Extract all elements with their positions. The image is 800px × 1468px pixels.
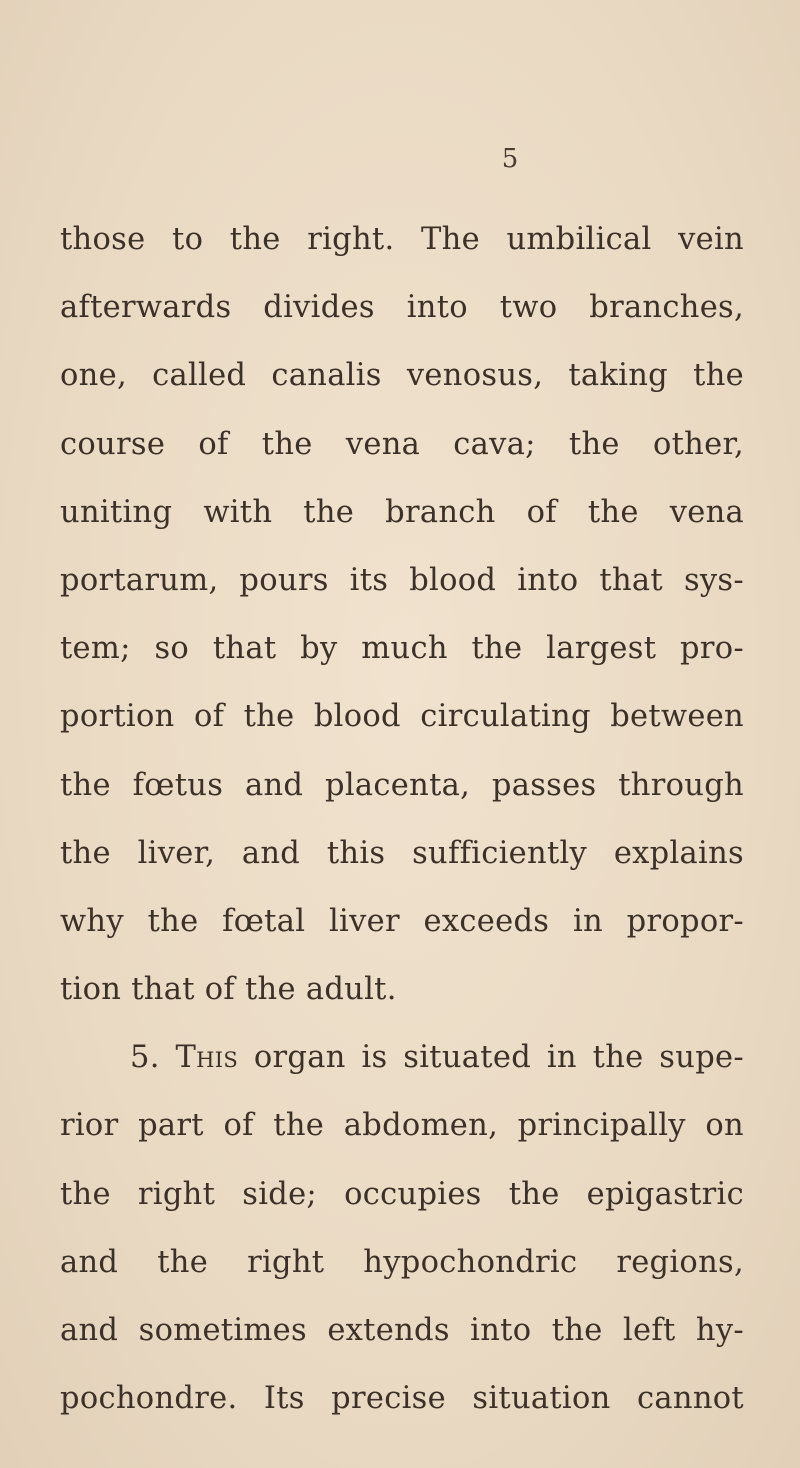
text-line: and the right hypochondric regions, xyxy=(60,1244,744,1280)
text-line: the liver, and this sufficiently explains xyxy=(60,835,744,871)
text-line: why the fœtal liver exceeds in propor- xyxy=(60,903,744,939)
body-text xyxy=(60,206,744,1433)
paragraph-number: 5. xyxy=(130,1040,160,1076)
text-line: uniting with the branch of the vena xyxy=(60,494,744,530)
paragraph-lead-word: This xyxy=(175,1040,239,1076)
text-line: the fœtus and placenta, passes through xyxy=(60,767,744,803)
text-line: afterwards divides into two branches, xyxy=(60,290,744,326)
paragraph-first-line-text: organ is situated in the supe- xyxy=(253,1040,744,1076)
paragraph-first-line xyxy=(60,1024,744,1092)
text-line: tem; so that by much the largest pro- xyxy=(60,631,744,667)
text-line: rior part of the abdomen, principally on xyxy=(60,1108,744,1144)
text-line: the right side; occupies the epigastric xyxy=(60,1176,744,1212)
text-line: pochondre. Its precise situation cannot xyxy=(60,1381,744,1417)
text-line: one, called canalis venosus, taking the xyxy=(60,358,744,394)
text-line: course of the vena cava; the other, xyxy=(60,426,744,462)
text-line: portarum, pours its blood into that sys- xyxy=(60,562,744,598)
text-line: and sometimes extends into the left hy- xyxy=(60,1313,744,1348)
text-line-paragraph-end: tion that of the adult. xyxy=(60,972,397,1008)
text-line: portion of the blood circulating between xyxy=(60,699,744,735)
page-number: 5 xyxy=(501,144,519,174)
text-line: those to the right. The umbilical vein xyxy=(60,222,744,257)
